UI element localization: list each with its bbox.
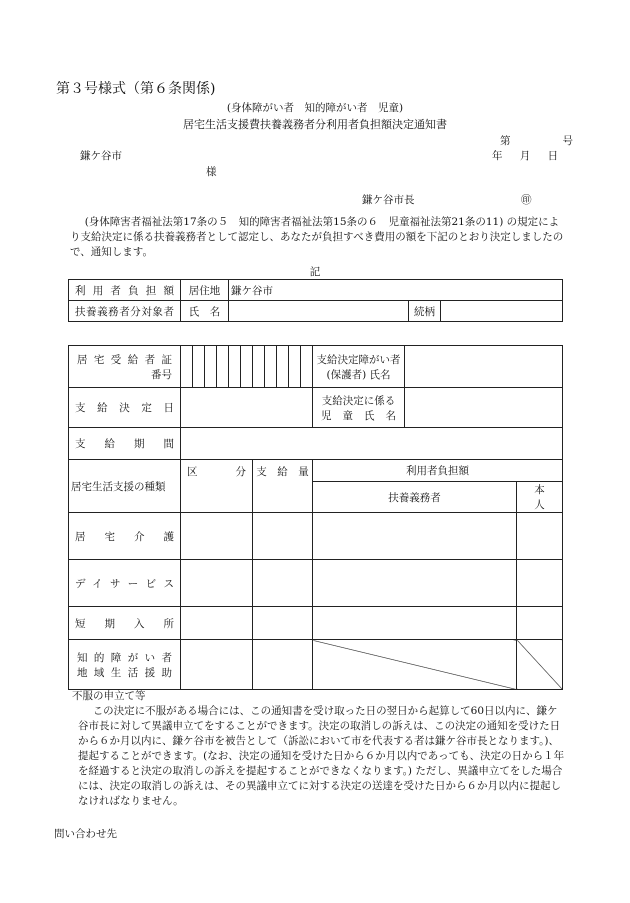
child-name-value (405, 388, 563, 428)
cell (181, 640, 253, 690)
cell (517, 513, 563, 560)
digit-box (181, 346, 193, 388)
target-label-2: 扶養義務者分対象者 (69, 301, 181, 322)
cell (253, 640, 313, 690)
name-value (229, 301, 409, 322)
decision-date-value (181, 388, 313, 428)
relation-label: 続柄 (409, 301, 441, 322)
row-home-care: 居宅介護 (69, 513, 181, 560)
cell (313, 607, 517, 640)
recipient-no-label (69, 346, 181, 388)
digit-box (289, 346, 301, 388)
cell (517, 560, 563, 607)
address-label: 居住地 (181, 280, 229, 301)
diagonal-cell (517, 640, 563, 690)
cell (517, 607, 563, 640)
form-number: 第３号様式（第６条関係) (56, 81, 216, 97)
address-value: 鎌ケ谷市 (229, 280, 563, 301)
issuer-name: 鎌ケ谷市長 (362, 194, 415, 206)
service-table (68, 345, 566, 690)
name-label: 氏 名 (181, 301, 229, 322)
document-subtitle: (身体障がい者 知的障がい者 児童) (226, 102, 404, 114)
objection-heading: 不服の申立て等 (72, 690, 146, 702)
recipient-no-label-1: 居宅受給者証 (77, 353, 172, 366)
seal-mark: ㊞ (521, 194, 532, 206)
digit-box (277, 346, 289, 388)
document-title: 居宅生活支援費扶養義務者分利用者負担額決定通知書 (183, 118, 447, 131)
burden-label: 利用者負担額 (313, 460, 563, 482)
child-name-label-2: 児童氏名 (321, 409, 396, 422)
addressee-city: 鎌ケ谷市 (80, 150, 122, 162)
cell (181, 560, 253, 607)
objection-paragraph: この決定に不服がある場合には、この通知書を受け取った日の翌日から起算して60日以内に、鎌ケ谷市長に対して異議申立てをすることができます。決定の取消しの訴えは、この決定の通知を受けた日から６か月以内に、鎌ケ谷市を被告として（訴訟において市を代表する者は鎌ケ谷市長となります。)、提起することができます。(なお、決定の通知を受けた日から６か月以内であっても、決定の日から１年を経過すると決定の取消しの訴えを提起することができなくなります。) ただし、異議申立てをした場合には、決定の取消しの訴えは、その異議申立てに対する決定の送達を受けた日から６か月以内に提起しなければなりません。 (78, 705, 565, 807)
digit-box (253, 346, 265, 388)
cell (181, 607, 253, 640)
target-label-1: 利用者負担額 (69, 280, 181, 301)
cell (253, 513, 313, 560)
row-short-stay: 短期入所 (69, 607, 181, 640)
digit-box (229, 346, 241, 388)
row-group-living-2: 地域生活援助 (77, 666, 172, 679)
digit-box (241, 346, 253, 388)
date-line: 年 月 日 (492, 150, 559, 162)
period-value (181, 428, 563, 460)
amount-label: 支 給 量 (253, 460, 313, 513)
guardian-label: 扶養義務者 (313, 482, 517, 513)
disabled-name-label-2: (保護者) 氏名 (326, 368, 391, 381)
cell (313, 560, 517, 607)
empty-cell (301, 346, 313, 388)
recipient-no-label-2: 番号 (151, 368, 172, 381)
target-person-table (68, 279, 563, 322)
honorific: 様 (206, 166, 217, 178)
document-number: 第 号 (500, 135, 575, 147)
intro-paragraph: (身体障害者福祉法第17条の５ 知的障害者福祉法第15条の６ 児童福祉法第21条の11) の規定により支給決定に係る扶養義務者として認定し、あなたが負担すべき費用の額を下記のとおり決定しましたので、通知します。 (70, 216, 564, 258)
cell (253, 560, 313, 607)
cell (253, 607, 313, 640)
digit-box (193, 346, 205, 388)
period-label: 支給期間 (69, 428, 181, 460)
decision-date-label: 支給決定日 (69, 388, 181, 428)
cell (313, 513, 517, 560)
ki-heading: 記 (309, 266, 321, 278)
digit-box (217, 346, 229, 388)
child-name-label (313, 388, 405, 428)
digit-box (205, 346, 217, 388)
disabled-name-value (405, 346, 563, 388)
service-type-label: 居宅生活支援の種類 (69, 460, 181, 513)
self-label: 本 人 (517, 482, 563, 513)
diagonal-cell (313, 640, 517, 690)
cell (181, 513, 253, 560)
row-group-living-1: 知的障がい者 (77, 651, 172, 664)
category-label: 区 分 (181, 460, 253, 513)
row-day-service: デイサービス (69, 560, 181, 607)
disabled-name-label-1: 支給決定障がい者 (316, 353, 401, 366)
child-name-label-1: 支給決定に係る (321, 394, 396, 407)
row-group-living (69, 640, 181, 690)
digit-box (265, 346, 277, 388)
disabled-name-label (313, 346, 405, 388)
relation-value (441, 301, 563, 322)
contact-label: 問い合わせ先 (54, 828, 117, 840)
